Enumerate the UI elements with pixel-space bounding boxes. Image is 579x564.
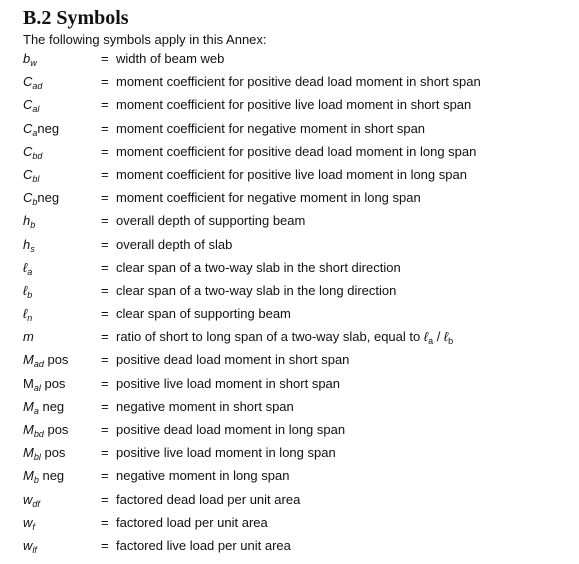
annex-page	[23, 6, 573, 561]
symbol-row	[23, 121, 573, 144]
equals-sign: =	[101, 306, 109, 322]
equals-sign: =	[101, 74, 109, 90]
symbol-base: M	[23, 445, 34, 461]
equals-sign: =	[101, 422, 109, 437]
equals-sign: =	[101, 537, 109, 553]
symbol-base: C	[23, 97, 33, 113]
symbol-definition	[116, 445, 336, 461]
definition-text: clear span of a two-way slab in the short direction	[116, 259, 401, 275]
symbol-subscript: w	[30, 58, 37, 68]
definition-text: moment coefficient for positive dead load moment in long span	[116, 143, 477, 159]
symbol-definition	[116, 121, 425, 137]
symbol-definition	[116, 352, 349, 368]
symbol-row	[23, 376, 573, 399]
definition-text: overall depth of supporting beam	[116, 213, 306, 229]
definition-text: clear span of a two-way slab in the long direction	[116, 282, 397, 298]
symbol-base: w	[23, 491, 33, 507]
symbol-term	[23, 376, 101, 392]
symbol-definition	[116, 468, 289, 484]
symbol-subscript: bl	[33, 452, 41, 463]
symbol-subscript: a	[33, 405, 39, 416]
symbol-term	[23, 399, 101, 415]
symbol-base: C	[23, 143, 33, 159]
definition-text: positive dead load moment in long span	[116, 422, 346, 437]
symbol-row	[23, 283, 573, 306]
symbol-base: h	[23, 236, 31, 252]
symbol-subscript: lf	[32, 544, 37, 555]
symbol-subscript: ad	[32, 81, 43, 92]
symbol-row	[23, 190, 573, 213]
symbol-subscript: b	[33, 475, 39, 486]
ratio-numerator: ℓ	[423, 329, 429, 345]
symbol-row	[23, 468, 573, 491]
symbol-base: w	[23, 514, 33, 530]
symbol-row	[23, 329, 573, 352]
symbol-subscript: bd	[33, 429, 44, 439]
symbol-definition	[116, 167, 467, 183]
symbol-definition	[116, 399, 294, 415]
symbol-base: h	[23, 213, 31, 229]
definition-text: clear span of supporting beam	[116, 306, 291, 322]
symbol-definition	[116, 422, 345, 438]
section-heading: B.2 Symbols	[23, 7, 129, 29]
symbol-suffix: neg	[37, 190, 60, 206]
symbol-base: C	[23, 190, 33, 206]
symbol-term	[23, 538, 101, 554]
symbol-term	[23, 445, 101, 461]
symbol-row	[23, 237, 573, 260]
symbol-base: C	[23, 166, 33, 182]
symbol-subscript: b	[32, 197, 38, 208]
symbols-list	[23, 51, 573, 561]
symbol-term	[23, 329, 101, 345]
symbol-term	[23, 74, 101, 90]
symbol-base: C	[23, 120, 33, 136]
definition-text: positive live load moment in short span	[116, 375, 341, 391]
symbol-suffix: neg	[38, 398, 65, 414]
symbol-base: M	[23, 375, 34, 391]
symbol-row	[23, 167, 573, 190]
equals-sign: =	[101, 236, 109, 252]
equals-sign: =	[101, 352, 109, 368]
equals-sign: =	[101, 259, 109, 275]
equals-sign: =	[101, 143, 109, 159]
symbol-base: M	[23, 398, 34, 414]
symbol-row	[23, 422, 573, 445]
symbol-definition	[116, 538, 291, 554]
definition-text: moment coefficient for positive live load moment in long span	[116, 166, 467, 182]
symbol-term	[23, 515, 101, 531]
equals-sign: =	[101, 445, 109, 461]
symbol-row	[23, 515, 573, 538]
symbol-definition	[116, 260, 401, 276]
equals-sign: =	[101, 329, 109, 345]
equals-sign: =	[101, 375, 109, 391]
symbol-suffix: pos	[40, 375, 66, 391]
symbol-term	[23, 492, 101, 508]
symbol-subscript: ad	[33, 359, 44, 370]
definition-text: factored dead load per unit area	[116, 491, 301, 507]
symbol-row	[23, 492, 573, 515]
symbol-definition	[116, 51, 224, 67]
equals-sign: =	[101, 190, 109, 206]
symbol-subscript: bd	[32, 150, 43, 161]
symbol-term	[23, 213, 101, 229]
symbol-row	[23, 144, 573, 167]
symbol-subscript: a	[32, 127, 38, 138]
symbol-base: M	[23, 422, 34, 437]
symbol-row	[23, 538, 573, 561]
symbol-definition	[116, 306, 291, 322]
definition-text: moment coefficient for positive dead load moment in short span	[116, 74, 481, 90]
symbol-definition	[116, 329, 453, 345]
symbol-subscript: f	[32, 521, 35, 532]
ratio-numerator-subscript: a	[428, 336, 434, 347]
definition-text: positive live load moment in long span	[116, 445, 336, 461]
symbol-row	[23, 260, 573, 283]
equals-sign: =	[101, 213, 109, 229]
definition-text: width of beam web	[116, 51, 225, 66]
symbol-definition	[116, 515, 268, 531]
definition-text: negative moment in short span	[116, 398, 294, 414]
symbol-term	[23, 260, 101, 276]
intro-text: The following symbols apply in this Annex:	[23, 32, 267, 47]
symbol-subscript: bl	[32, 173, 40, 184]
symbol-base: w	[23, 537, 33, 553]
definition-text: factored load per unit area	[116, 514, 268, 530]
definition-text: negative moment in long span	[116, 468, 290, 484]
symbol-suffix: neg	[37, 120, 60, 136]
symbol-subscript: df	[32, 498, 40, 509]
symbol-subscript: al	[33, 382, 41, 393]
symbol-definition	[116, 144, 476, 160]
symbol-definition	[116, 237, 232, 253]
symbol-term	[23, 167, 101, 183]
symbol-term	[23, 144, 101, 160]
definition-text: moment coefficient for negative moment in long span	[116, 190, 421, 206]
symbol-base: M	[23, 352, 34, 368]
symbol-subscript: s	[30, 243, 35, 254]
symbol-base: ℓ	[23, 259, 28, 275]
symbol-base: m	[23, 329, 34, 345]
symbol-base: M	[23, 468, 34, 484]
equals-sign: =	[101, 282, 109, 298]
symbol-base: C	[23, 74, 33, 90]
symbol-row	[23, 306, 573, 329]
symbol-base: ℓ	[23, 282, 28, 298]
equals-sign: =	[101, 491, 109, 507]
ratio-slash: /	[433, 329, 444, 345]
symbol-term	[23, 190, 101, 206]
symbol-definition	[116, 492, 300, 508]
symbol-term	[23, 306, 101, 322]
equals-sign: =	[101, 468, 109, 484]
symbol-definition	[116, 190, 421, 206]
symbol-term	[23, 51, 101, 67]
symbol-term	[23, 352, 101, 368]
equals-sign: =	[101, 398, 109, 414]
symbol-subscript: n	[27, 313, 33, 324]
symbol-base: b	[23, 51, 31, 66]
definition-text: moment coefficient for negative moment in short span	[116, 120, 426, 136]
symbol-term	[23, 422, 101, 438]
symbol-row	[23, 97, 573, 120]
symbol-suffix: pos	[43, 422, 69, 437]
symbol-row	[23, 51, 573, 74]
symbol-term	[23, 468, 101, 484]
symbol-definition	[116, 74, 481, 90]
equals-sign: =	[101, 166, 109, 182]
symbol-suffix: pos	[43, 352, 69, 368]
ratio-denominator: ℓ	[443, 329, 449, 345]
definition-text: factored live load per unit area	[116, 537, 291, 553]
symbol-suffix: pos	[40, 445, 66, 461]
symbol-row	[23, 213, 573, 236]
symbol-term	[23, 97, 101, 113]
symbol-term	[23, 283, 101, 299]
symbol-row	[23, 399, 573, 422]
symbol-row	[23, 352, 573, 375]
symbol-definition	[116, 97, 471, 113]
symbol-definition	[116, 283, 396, 299]
symbol-row	[23, 445, 573, 468]
definition-text: overall depth of slab	[116, 236, 233, 252]
symbol-term	[23, 121, 101, 137]
definition-text: moment coefficient for positive live load moment in short span	[116, 97, 472, 113]
definition-text: positive dead load moment in short span	[116, 352, 350, 368]
symbol-subscript: al	[32, 104, 40, 115]
equals-sign: =	[101, 514, 109, 530]
symbol-subscript: a	[27, 266, 33, 277]
symbol-subscript: b	[27, 289, 33, 300]
equals-sign: =	[101, 120, 109, 136]
symbol-definition	[116, 213, 305, 229]
equals-sign: =	[101, 51, 109, 66]
symbol-base: ℓ	[23, 306, 28, 322]
symbol-suffix: neg	[38, 468, 65, 484]
ratio-denominator-subscript: b	[448, 336, 454, 347]
symbol-subscript: b	[30, 220, 36, 231]
symbol-term	[23, 237, 101, 253]
symbol-definition	[116, 376, 340, 392]
symbol-row	[23, 74, 573, 97]
equals-sign: =	[101, 97, 109, 113]
definition-text: ratio of short to long span of a two-way slab, equal to	[116, 329, 421, 345]
